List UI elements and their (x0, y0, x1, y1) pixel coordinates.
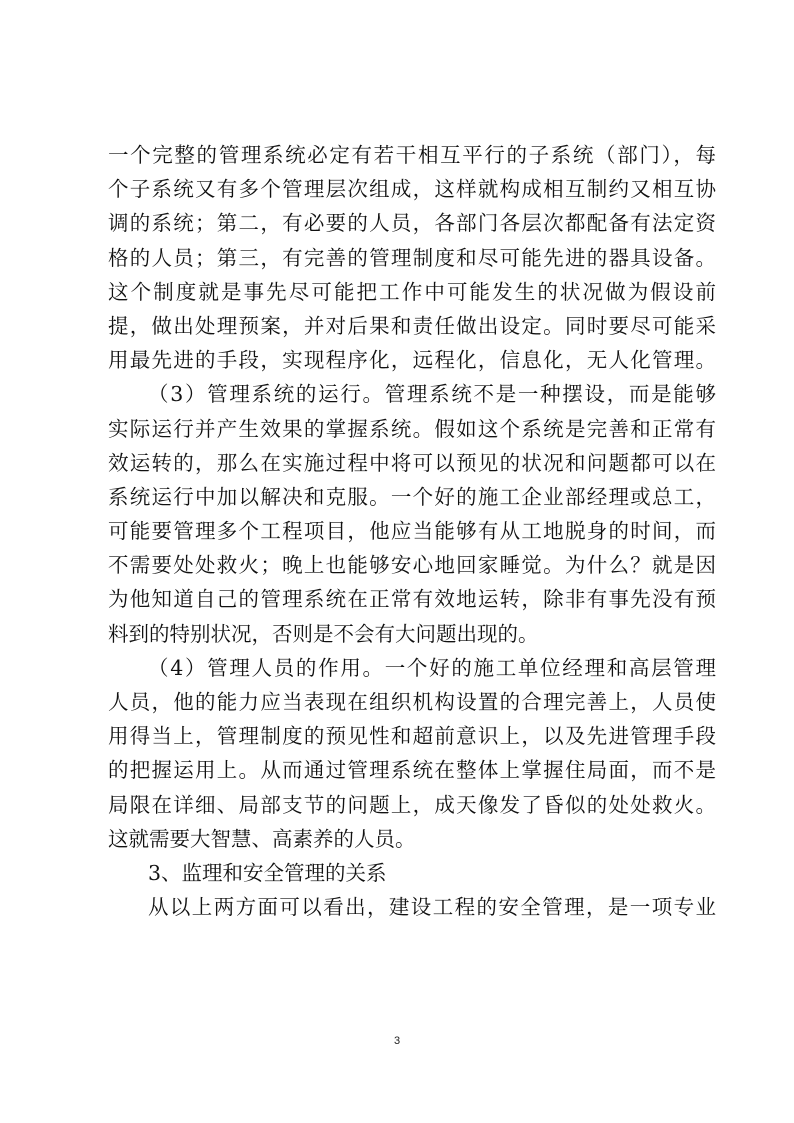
text-line: 这就需要大智慧、高素养的人员。 (108, 826, 416, 851)
text-line: 为他知道自己的管理系统在正常有效地运转，除非有事先没有预 (108, 587, 716, 612)
text-line: 这个制度就是事先尽可能把工作中可能发生的状况做为假设前 (108, 279, 716, 304)
text-line: 料到的特别状况，否则是不会有大问题出现的。 (108, 621, 539, 646)
section-heading: 3、监理和安全管理的关系 (148, 860, 387, 885)
text-line: 用最先进的手段，实现程序化，远程化，信息化，无人化管理。 (108, 348, 716, 373)
text-line: 一个完整的管理系统必定有若干相互平行的子系统（部门），每 (108, 143, 716, 167)
text-line: 从以上两方面可以看出，建设工程的安全管理，是一项专业 (148, 895, 716, 920)
body-text (108, 138, 716, 924)
text-line: 格的人员；第三，有完善的管理制度和尽可能先进的器具设备。 (108, 245, 716, 270)
text-line: 效运转的，那么在实施过程中将可以预见的状况和问题都可以在 (108, 450, 716, 475)
text-line: 的把握运用上。从而通过管理系统在整体上掌握住局面，而不是 (108, 758, 716, 783)
text-line: 人员，他的能力应当表现在组织机构设置的合理完善上，人员使 (108, 690, 716, 714)
text-line: 可能要管理多个工程项目，他应当能够有从工地脱身的时间，而 (108, 519, 716, 544)
text-line: 实际运行并产生效果的掌握系统。假如这个系统是完善和正常有 (108, 416, 716, 441)
text-line: 提，做出处理预案，并对后果和责任做出设定。同时要尽可能采 (108, 313, 716, 338)
text-line: 系统运行中加以解决和克服。一个好的施工企业部经理或总工， (108, 484, 716, 509)
text-line: 不需要处处救火；晚上也能够安心地回家睡觉。为什么？就是因 (108, 553, 716, 578)
text-line: 用得当上，管理制度的预见性和超前意识上，以及先进管理手段 (108, 724, 716, 749)
text-line: 个子系统又有多个管理层次组成，这样就构成相互制约又相互协 (108, 177, 716, 202)
paragraph-4-heading-line: （4）管理人员的作用。一个好的施工单位经理和高层管理 (148, 655, 716, 680)
paragraph-3-heading-line: （3）管理系统的运行。管理系统不是一种摆设，而是能够 (148, 382, 716, 407)
page-number: 3 (393, 1035, 401, 1047)
text-line: 局限在详细、局部支节的问题上，成天像发了昏似的处处救火。 (108, 792, 716, 817)
text-line: 调的系统；第二，有必要的人员，各部门各层次都配备有法定资 (108, 211, 716, 236)
